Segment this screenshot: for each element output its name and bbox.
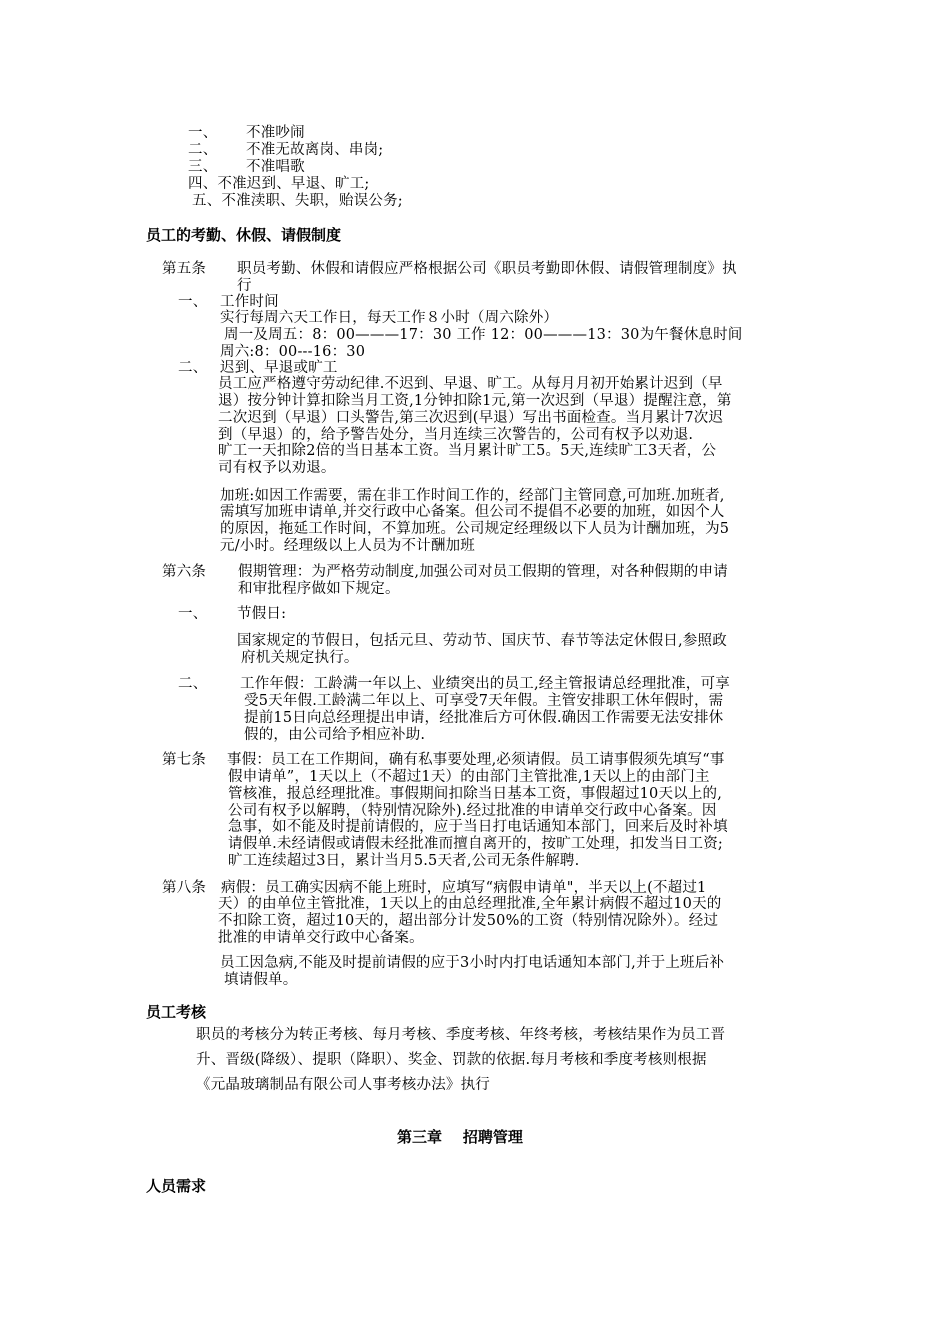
item-line: 周六:8：00---16：30 [220,344,366,360]
rule-text: 四、不准迟到、早退、旷工; [188,176,370,192]
section-heading-assessment: 员工考核 [146,1003,207,1021]
item-number: 二、 [178,676,208,692]
section-heading-attendance: 员工的考勤、休假、请假制度 [146,226,342,244]
item-line: 实行每周六天工作日，每天工作８小时（周六除外） [220,310,559,326]
rule-text: 五、不准渎职、失职，贻误公务; [192,193,403,209]
item-line: 周一及周五：8：00———17：30 工作 12：00———13：30为午餐休息时间 [224,327,743,343]
article-line: 病假：员工确实因病不能上班时，应填写“病假申请单"，半天以上(不超过1 [221,880,707,896]
article-label: 第六条 [162,564,207,580]
item-line: 提前15日向总经理提出申请，经批准后方可休假.确因工作需要无法安排休 [244,710,724,726]
item-line: 到（早退）的，给予警告处分，当月连续三次警告的，公司有权予以劝退. [218,427,694,443]
item-line: 旷工一天扣除2倍的当日基本工资。当月累计旷工5。5天,连续旷工3天者，公 [218,443,717,459]
overtime-line: 的原因，拖延工作时间，不算加班。公司规定经理级以下人员为计酬加班，为5 [220,521,730,537]
item-line: 二次迟到（早退）口头警告,第三次迟到(早退）写出书面检查。当月累计7次迟 [218,410,724,426]
item-line: 国家规定的节假日，包括元旦、劳动节、国庆节、春节等法定休假日,参照政 [237,633,727,649]
rule-text: 不准唱歌 [246,159,305,175]
article-line: 天）的由单位主管批准，1天以上的由总经理批准,全年累计病假不超过10天的 [218,896,722,912]
article-label: 第七条 [162,752,207,768]
overtime-line: 元/小时。经理级以上人员为不计酬加班 [220,538,475,554]
article-line: 假申请单”，1天以上（不超过1天）的由部门主管批准,1天以上的由部门主 [228,769,710,785]
item-line: 司有权予以劝退。 [218,460,336,476]
article-line: 管核准，报总经理批准。事假期间扣除当日基本工资，事假超过10天以上的, [228,786,723,802]
article-line: 急事，如不能及时提前请假的，应于当日打电话通知本部门，回来后及时补填 [228,819,728,835]
item-line: 退）按分钟计算扣除当月工资,1分钟扣除1元,第一次迟到（早退）提醒注意，第 [218,393,732,409]
assessment-line: 升、晋级(降级）、提职（降职）、奖金、罚款的依据.每月考核和季度考核则根据 [196,1052,707,1068]
article-line: 行 [237,278,252,294]
article-label: 第八条 [162,880,207,896]
rule-number: 一、 [188,125,218,141]
rule-number: 二、 [188,142,218,158]
article-line: 旷工连续超过3日，累计当月5.5天者,公司无条件解聘. [228,853,580,869]
article-line: 不扣除工资，超过10天的，超出部分计发50%的工资（特别情况除外）。经过 [218,913,719,929]
assessment-line: 职员的考核分为转正考核、每月考核、季度考核、年终考核，考核结果作为员工晋 [196,1027,726,1043]
rule-number: 三、 [188,159,218,175]
item-line: 府机关规定执行。 [241,650,359,666]
item-line: 假的，由公司给予相应补助. [244,727,426,743]
article-line: 批准的申请单交行政中心备案。 [218,930,424,946]
article-line: 职员考勤、休假和请假应严格根据公司《职员考勤即休假、请假管理制度》执 [237,261,737,277]
item-title: 节假日: [237,606,287,622]
item-number: 一、 [178,294,208,310]
overtime-line: 加班:如因工作需要，需在非工作时间工作的，经部门主管同意,可加班.加班者, [220,488,725,504]
rule-text: 不准无故离岗、串岗; [246,142,384,158]
article-line: 请假单.未经请假或请假未经批准而擅自离开的，按旷工处理，扣发当日工资; [228,836,723,852]
item-line: 受5天年假.工龄满二年以上、可享受7天年假。主管安排职工休年假时，需 [244,693,724,709]
item-title: 迟到、早退或旷工 [220,360,338,376]
article-line: 假期管理：为严格劳动制度,加强公司对员工假期的管理，对各种假期的申请 [238,564,728,580]
item-number: 一、 [178,606,208,622]
item-line: 员工应严格遵守劳动纪律.不迟到、早退、旷工。从每月月初开始累计迟到（早 [218,376,723,392]
rule-text: 不准吵闹 [246,125,305,141]
article-line: 填请假单。 [224,972,298,988]
chapter-title: 第三章 招聘管理 [397,1128,523,1146]
article-label: 第五条 [162,261,207,277]
article-line: 公司有权予以解聘，（特别情况除外).经过批准的申请单交行政中心备案。因 [228,803,717,819]
overtime-line: 需填写加班申请单,并交行政中心备案。但公司不提倡不必要的加班，如因个人 [220,504,725,520]
item-title: 工作时间 [220,294,279,310]
section-heading-staffing: 人员需求 [146,1177,207,1195]
article-line: 员工因急病,不能及时提前请假的应于3小时内打电话通知本部门,并于上班后补 [220,955,725,971]
article-line: 事假：员工在工作期间，确有私事要处理,必须请假。员工请事假须先填写“事 [227,752,725,768]
item-number: 二、 [178,360,208,376]
article-line: 和审批程序做如下规定。 [238,581,400,597]
assessment-line: 《元晶玻璃制品有限公司人事考核办法》执行 [196,1077,490,1093]
item-line: 工作年假：工龄满一年以上、业绩突出的员工,经主管报请总经理批准，可享 [240,676,730,692]
